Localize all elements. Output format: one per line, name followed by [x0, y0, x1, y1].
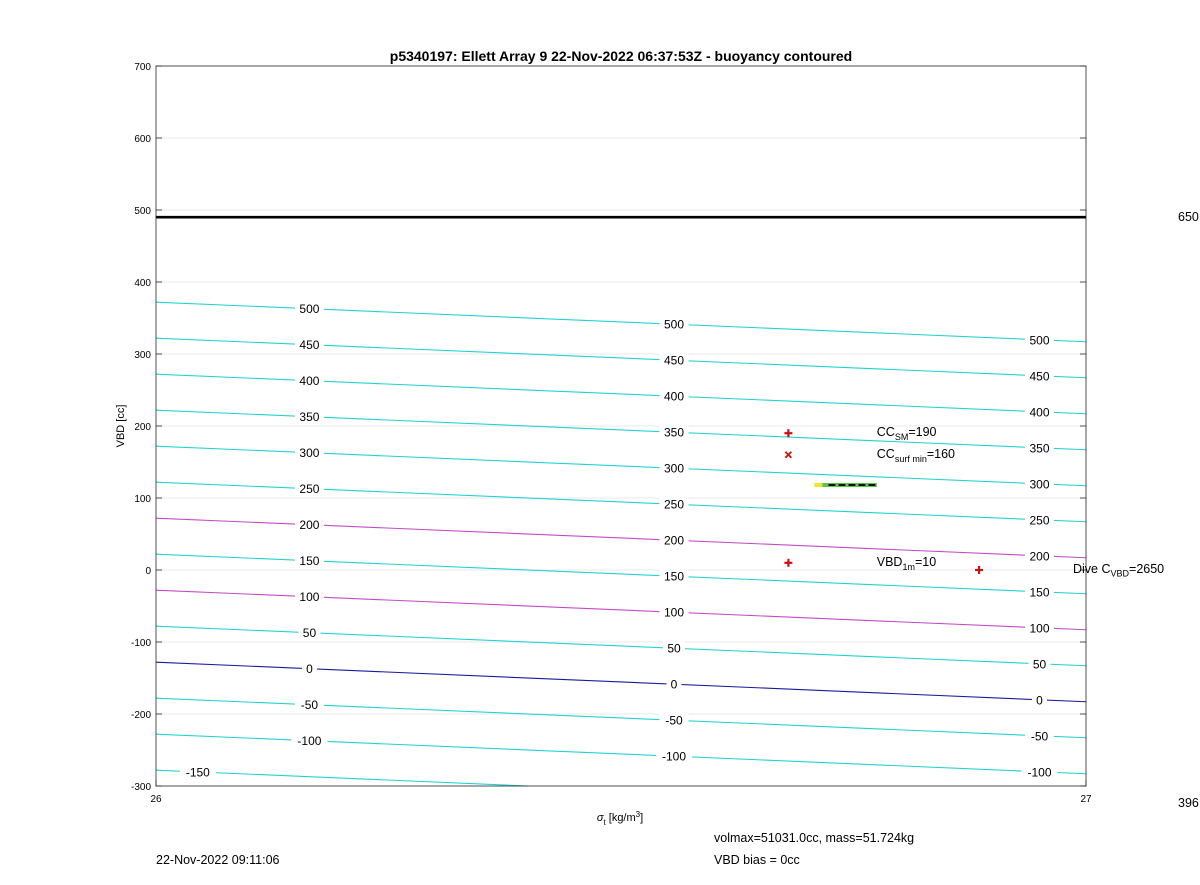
x-axis-label: [597, 810, 643, 827]
contour-label-50: 50: [667, 641, 681, 656]
contour-label-400: 400: [299, 374, 320, 389]
contour-label-450: 450: [299, 338, 320, 353]
volmax-mass-text: volmax=51031.0cc, mass=51.724kg: [714, 831, 915, 845]
x-tick-label: 27: [1080, 794, 1092, 805]
y-tick-label: 500: [134, 206, 151, 217]
contour-line-0: [156, 662, 1086, 702]
contour-label-200: 200: [299, 518, 320, 533]
y-tick-label: 400: [134, 278, 151, 289]
x-axis-label-unit-sup: 3: [635, 810, 641, 819]
dive-cvbd-sub: VBD: [1110, 568, 1130, 579]
right-label-top: 650: [1178, 210, 1199, 224]
x-axis-label-symbol: σ: [596, 812, 604, 824]
contour-label-200: 200: [1029, 549, 1050, 564]
contour-label-100: 100: [299, 590, 320, 605]
y-tick-label: -300: [130, 782, 151, 793]
contour-label-200: 200: [663, 533, 685, 548]
x-axis-label-unit-end: ]: [640, 812, 644, 824]
contour-label-150: 150: [299, 554, 320, 569]
y-tick-label: -100: [130, 638, 151, 649]
contour-label--150: -150: [185, 765, 210, 780]
contour-label-0: 0: [670, 677, 678, 692]
axis-ticks: [131, 62, 1092, 805]
x-tick-label: 26: [150, 794, 162, 805]
vbd-bias-text: VBD bias = 0cc: [714, 853, 800, 867]
contour-label-250: 250: [663, 497, 685, 512]
annotation-label: $CC_{SM}=190$: [876, 425, 937, 443]
right-label-bottom: 396: [1178, 796, 1199, 810]
contour-label-50: 50: [302, 626, 317, 641]
dive-cvbd-label: [1073, 562, 1164, 579]
y-tick-label: 700: [134, 62, 151, 73]
y-tick-label: -200: [130, 710, 151, 721]
contour-label--100: -100: [297, 734, 322, 749]
y-tick-label: 300: [134, 350, 151, 361]
y-axis-label: VBD [cc]: [115, 404, 127, 448]
contour-label--100: -100: [661, 749, 687, 764]
contour-label--50: -50: [665, 713, 683, 728]
contour-label-0: 0: [306, 662, 313, 677]
y-tick-label: 600: [134, 134, 151, 145]
annotation-label: $VBD_{1m}=10$: [876, 554, 937, 572]
contour-label-0: 0: [1036, 693, 1043, 708]
contour-label--50: -50: [300, 698, 319, 713]
y-tick-label: 200: [134, 422, 151, 433]
contour-label-50: 50: [1032, 657, 1047, 672]
y-tick-label: 100: [134, 494, 151, 505]
contour-label-100: 100: [1029, 621, 1050, 636]
contour-label-150: 150: [1029, 585, 1050, 600]
contour-label-450: 450: [1029, 369, 1050, 384]
contour-label-500: 500: [663, 317, 685, 332]
contour-label-400: 400: [1029, 405, 1050, 420]
contour-label--50: -50: [1030, 729, 1049, 744]
contour-label-100: 100: [663, 605, 685, 620]
contour-label-150: 150: [663, 569, 685, 584]
contour-label-350: 350: [663, 425, 685, 440]
contour-label-250: 250: [299, 482, 320, 497]
contour-label-500: 500: [299, 302, 320, 317]
x-axis-label-subscript: t: [603, 818, 606, 827]
grid-lines: [156, 66, 1086, 786]
dive-cvbd-base: Dive C: [1073, 562, 1111, 576]
dive-cvbd-value: =2650: [1129, 562, 1165, 576]
contour-label-300: 300: [299, 446, 320, 461]
y-tick-label: 0: [145, 566, 151, 577]
chart-title: p5340197: Ellett Array 9 22-Nov-2022 06:37:53Z - buoyancy contoured: [389, 48, 853, 64]
timestamp-text: 22-Nov-2022 09:11:06: [156, 853, 280, 867]
contour-label-300: 300: [663, 461, 685, 476]
contour-label-450: 450: [663, 353, 685, 368]
annotation-label: $CC_{surf min}=160$: [876, 446, 955, 464]
contour-label-250: 250: [1029, 513, 1050, 528]
contour-label-350: 350: [299, 410, 320, 425]
x-axis-label-unit: [kg/m: [605, 812, 636, 824]
contour-label-300: 300: [1029, 477, 1050, 492]
contour-label-400: 400: [663, 389, 685, 404]
contour-line-50: [156, 626, 1086, 666]
contour-label--100: -100: [1027, 765, 1052, 780]
contour-label-350: 350: [1029, 441, 1050, 456]
contour-label-500: 500: [1029, 333, 1050, 348]
buoyancy-contours: [156, 217, 1086, 786]
